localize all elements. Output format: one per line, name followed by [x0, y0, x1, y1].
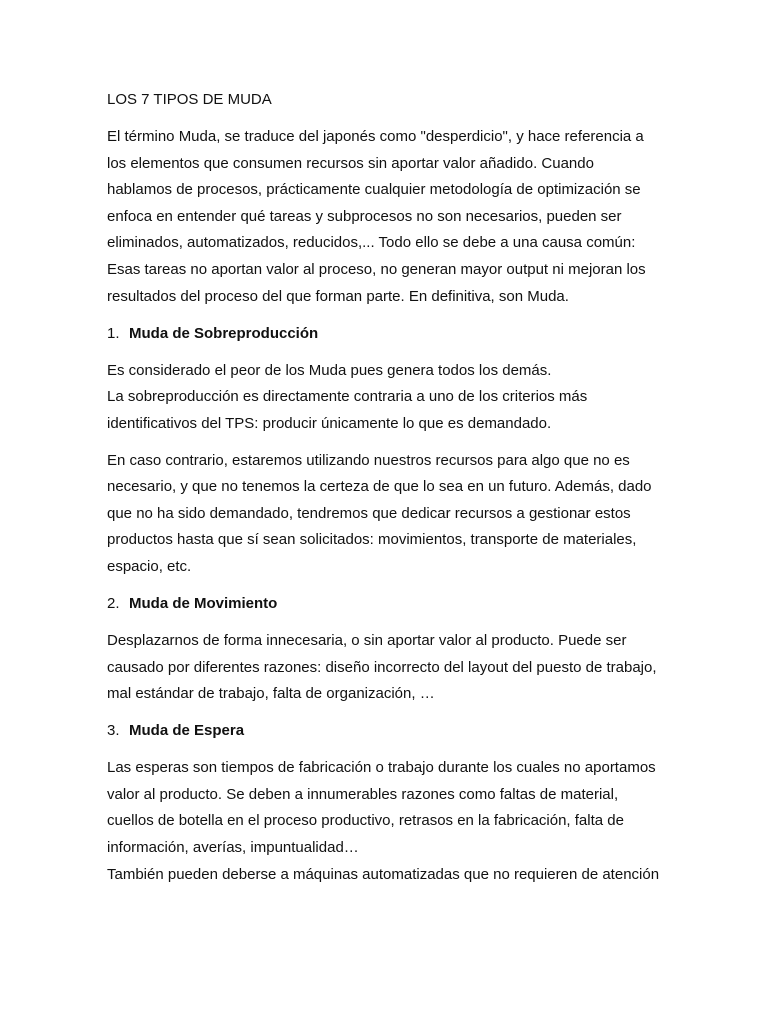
text-line: enfoca en entender qué tareas y subprocesos no son necesarios, pueden ser: [107, 207, 622, 225]
text-line: Las esperas son tiempos de fabricación o trabajo durante los cuales no aportamos: [107, 759, 656, 777]
section-number: 3.: [107, 722, 120, 740]
text-line: necesario, y que no tenemos la certeza de que lo sea en un futuro. Además, dado: [107, 478, 652, 496]
section-paragraph: [107, 448, 667, 581]
text-line: causado por diferentes razones: diseño incorrecto del layout del puesto de trabajo,: [107, 658, 657, 676]
text-line: los elementos que consumen recursos sin aportar valor añadido. Cuando: [107, 154, 594, 172]
document-page: [107, 87, 667, 899]
text-line: hablamos de procesos, prácticamente cualquier metodología de optimización se: [107, 181, 641, 199]
text-line: En caso contrario, estaremos utilizando nuestros recursos para algo que no es: [107, 451, 630, 469]
section-title: Muda de Movimiento: [129, 595, 278, 613]
text-line: espacio, etc.: [107, 558, 192, 576]
section-number: 2.: [107, 595, 120, 613]
text-line: Desplazarnos de forma innecesaria, o sin aportar valor al producto. Puede ser: [107, 632, 627, 650]
text-line: eliminados, automatizados, reducidos,... Todo ello se debe a una causa común:: [107, 234, 636, 252]
text-line: que no ha sido demandado, tendremos que dedicar recursos a gestionar estos: [107, 504, 631, 522]
section-paragraph: [107, 628, 667, 708]
text-line: valor al producto. Se deben a innumerables razones como faltas de material,: [107, 785, 619, 803]
text-line: resultados del proceso del que forman parte. En definitiva, son Muda.: [107, 287, 569, 305]
text-line: identificativos del TPS: producir únicamente lo que es demandado.: [107, 414, 552, 432]
text-line: productos hasta que sí sean solicitados: movimientos, transporte de materiales,: [107, 531, 637, 549]
section-paragraph: [107, 755, 667, 888]
text-line: información, averías, impuntualidad…: [107, 838, 359, 856]
text-line: Es considerado el peor de los Muda pues genera todos los demás.: [107, 361, 552, 379]
text-line: También pueden deberse a máquinas automatizadas que no requieren de atención: [107, 865, 660, 883]
text-line: cuellos de botella en el proceso productivo, retrasos en la fabricación, falta de: [107, 812, 624, 830]
text-line: La sobreproducción es directamente contraria a uno de los criterios más: [107, 388, 588, 406]
section-number: 1.: [107, 324, 120, 342]
section-heading: [107, 321, 667, 348]
section-paragraph: [107, 358, 667, 438]
text-line: El término Muda, se traduce del japonés como "desperdicio", y hace referencia a: [107, 127, 644, 145]
section-heading: [107, 591, 667, 618]
text-line: mal estándar de trabajo, falta de organización, …: [107, 685, 435, 703]
section-heading: [107, 718, 667, 745]
section-title: Muda de Espera: [129, 722, 245, 740]
text-line: Esas tareas no aportan valor al proceso, no generan mayor output ni mejoran los: [107, 260, 646, 278]
intro-paragraph: [107, 124, 667, 310]
section-title: Muda de Sobreproducción: [129, 324, 319, 342]
document-title: LOS 7 TIPOS DE MUDA: [107, 91, 272, 108]
